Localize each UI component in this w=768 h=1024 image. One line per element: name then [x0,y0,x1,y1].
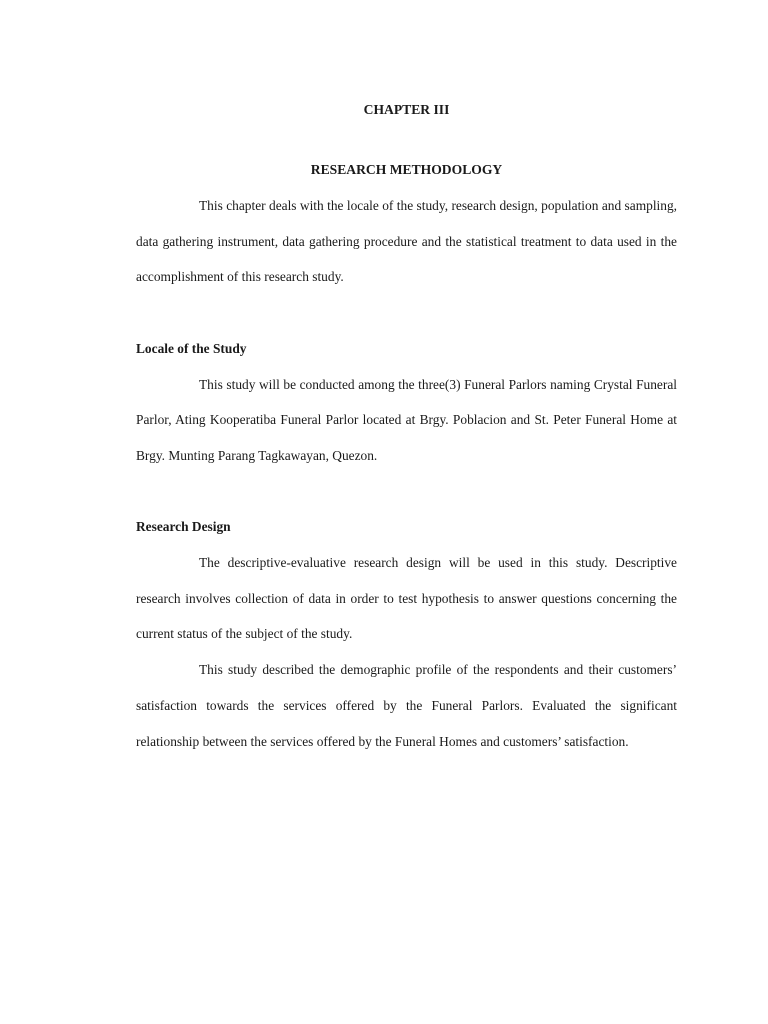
page-content [136,98,677,759]
research-design-heading: Research Design [136,519,231,535]
spacer [136,474,677,510]
chapter-number: CHAPTER III [363,102,450,117]
intro-paragraph: This chapter deals with the locale of the study, research design, population and sampling, data gathering instrument, data gathering procedure and the statistical treatment to data used in the accomplishment of this research study. [136,198,677,285]
spacer [136,295,677,331]
locale-paragraph: This study will be conducted among the three(3) Funeral Parlors naming Crystal Funeral Parlor, Ating Kooperatiba Funeral Parlor located at Brgy. Poblacion and St. Peter Funeral Home at Brgy. Munting Parang Tagkawayan, Quezon. [136,376,677,463]
locale-heading: Locale of the Study [136,340,247,356]
chapter-title: RESEARCH METHODOLOGY [310,162,503,177]
research-design-paragraph-2: This study described the demographic profile of the respondents and their customers’ satisfaction towards the services offered by the Funeral Parlors. Evaluated the significant relationship between the services offered by the Funeral Homes and customers’ satisfaction. [136,662,677,749]
research-design-paragraph-1: The descriptive-evaluative research design will be used in this study. Descriptive research involves collection of data in order to test hypothesis to answer questions concerning the current status of the subject of the study. [136,555,677,642]
